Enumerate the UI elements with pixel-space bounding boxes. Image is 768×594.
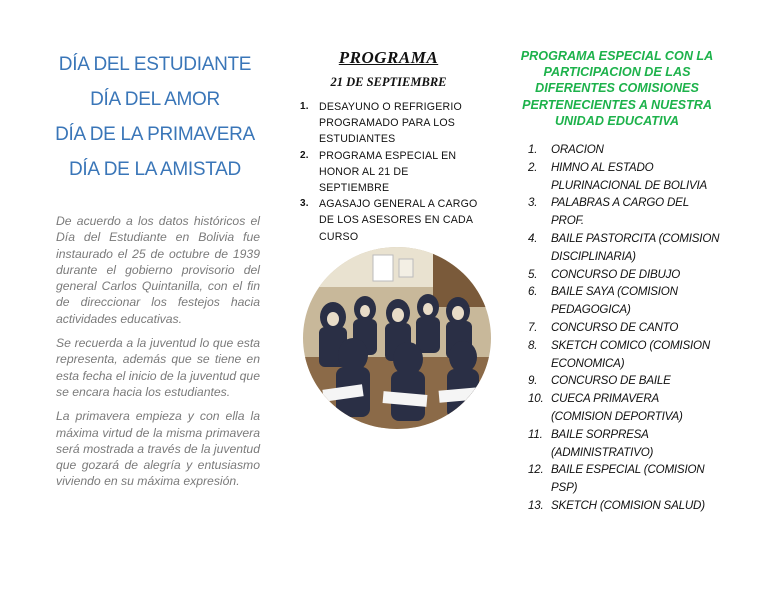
program-date: 21 DE SEPTIEMBRE xyxy=(330,75,447,89)
activity-item xyxy=(528,426,722,462)
program-item-text: AGASAJO GENERAL A CARGO DE LOS ASESORES EN CADA CURSO xyxy=(319,198,478,243)
activity-number: 9. xyxy=(528,374,538,388)
activity-number: 5. xyxy=(528,267,538,281)
activity-item xyxy=(528,141,722,159)
program-item xyxy=(296,196,481,245)
title-dia-del-estudiante: DÍA DEL ESTUDIANTE xyxy=(58,54,252,75)
activity-number: 11. xyxy=(528,427,543,441)
program-item-number: 1. xyxy=(300,101,309,112)
program-list xyxy=(296,99,481,245)
classroom-photo-illustration xyxy=(303,247,491,429)
activity-item xyxy=(528,390,722,426)
paragraph-spring: La primavera empieza y con ella la máxima virtud de la misma primavera será mostrada a través de la juventud que gozará de alegría y entusiasmo viviendo en su máxima expresión. xyxy=(56,409,260,489)
activity-number: 10. xyxy=(528,392,544,406)
program-item-text: DESAYUNO O REFRIGERIO PROGRAMADO PARA LOS ESTUDIANTES xyxy=(319,101,462,146)
program-item xyxy=(296,148,481,197)
program-item-text: PROGRAMA ESPECIAL EN HONOR AL 21 DE SEPTIEMBRE xyxy=(319,149,457,195)
activity-item xyxy=(528,337,722,373)
program-title: PROGRAMA xyxy=(338,48,439,67)
activity-text: BAILE PASTORCITA (COMISION DISCIPLINARIA) xyxy=(551,232,720,263)
activity-text: PALABRAS A CARGO DEL PROF. xyxy=(551,196,689,228)
left-panel xyxy=(52,0,260,489)
activity-text: CUECA PRIMAVERA (COMISION DEPORTIVA) xyxy=(551,392,683,423)
activity-text: BAILE SORPRESA (ADMINISTRATIVO) xyxy=(551,427,654,459)
activity-number: 2. xyxy=(528,160,538,174)
activity-item xyxy=(528,497,722,515)
program-item xyxy=(296,99,481,148)
activity-item xyxy=(528,159,722,195)
activity-item xyxy=(528,461,722,497)
activity-number: 12. xyxy=(528,463,544,477)
activity-item xyxy=(528,266,722,284)
activities-list xyxy=(528,141,722,515)
activity-text: BAILE SAYA (COMISION PEDAGOGICA) xyxy=(551,285,678,317)
program-item-number: 2. xyxy=(300,149,309,161)
activity-text: CONCURSO DE CANTO xyxy=(551,320,679,334)
title-dia-de-la-primavera: DÍA DE LA PRIMAVERA xyxy=(55,124,255,145)
activity-item xyxy=(528,230,722,266)
middle-panel xyxy=(296,0,481,245)
activity-text: CONCURSO DE DIBUJO xyxy=(551,267,681,281)
title-dia-del-amor: DÍA DEL AMOR xyxy=(90,89,220,110)
program-item-number: 3. xyxy=(300,198,309,210)
celebration-titles xyxy=(52,47,258,187)
activity-text: SKETCH COMICO (COMISION ECONOMICA) xyxy=(551,338,711,370)
activity-text: BAILE ESPECIAL (COMISION PSP) xyxy=(551,463,705,495)
activity-text: CONCURSO DE BAILE xyxy=(551,374,671,388)
activity-item xyxy=(528,194,722,230)
activity-text: SKETCH (COMISION SALUD) xyxy=(551,498,705,512)
activity-number: 1. xyxy=(528,143,538,157)
paragraph-youth: Se recuerda a la juventud lo que esta representa, además que se tiene en esta fecha el inicio de la juventud que se encara hacia los estudiantes. xyxy=(56,336,260,399)
paragraph-history: De acuerdo a los datos históricos el Día del Estudiante en Bolivia fue instaurado el 25 de octubre de 1939 durante el gobierno provisorio del general Carlos Quintanilla, con el fin de direccionar los festejos hacia actividades educativas. xyxy=(56,214,260,326)
special-program-title: PROGRAMA ESPECIAL CON LA PARTICIPACION DE LAS DIFERENTES COMISIONES PERTENECIENTES A NUESTRA UNIDAD EDUCATIVA xyxy=(520,49,714,128)
activity-item xyxy=(528,283,722,319)
activity-text: HIMNO AL ESTADO PLURINACIONAL DE BOLIVIA xyxy=(551,160,708,192)
history-paragraphs xyxy=(56,213,260,498)
activity-item xyxy=(528,319,722,337)
activity-number: 3. xyxy=(528,196,538,210)
activity-number: 13. xyxy=(528,498,544,512)
activity-number: 6. xyxy=(528,285,538,299)
activity-number: 7. xyxy=(528,320,538,334)
activity-item xyxy=(528,372,722,390)
right-panel xyxy=(512,0,722,515)
activity-text: ORACION xyxy=(551,143,604,157)
activity-number: 8. xyxy=(528,338,538,352)
activity-number: 4. xyxy=(528,232,538,245)
classroom-photo xyxy=(303,247,491,429)
title-dia-de-la-amistad: DÍA DE LA AMISTAD xyxy=(69,159,241,180)
